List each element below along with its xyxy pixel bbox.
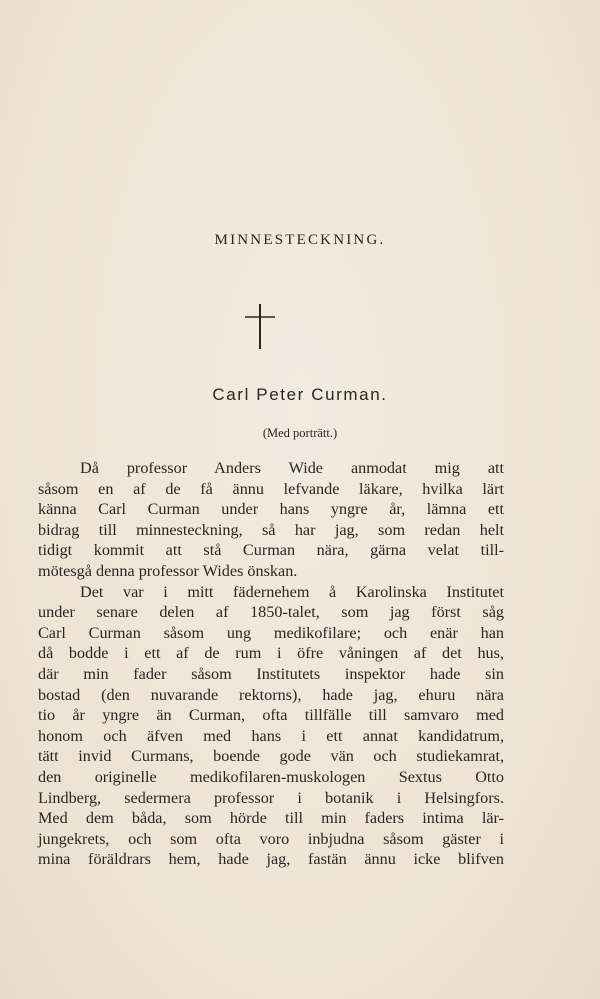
text-line: Det var i mitt fädernehem å Karolinska Institutet [80,582,504,601]
text-line: tätt invid Curmans, boende gode vän och studiekamrat, [38,747,504,766]
page-heading: MINNESTECKNING. [214,232,386,248]
text-line: Carl Curman såsom ung medikofilare; och enär han [38,623,504,642]
body-text [38,458,504,870]
text-line: såsom en af de få ännu lefvande läkare, hvilka lärt [38,479,504,498]
text-line: under senare delen af 1850-talet, som jag först såg [38,603,504,622]
text-line: tio år yngre än Curman, ofta tillfälle till samvaro med [38,706,504,725]
text-line: bostad (den nuvarande rektorns), hade jag, ehuru nära [38,685,504,704]
text-line: bidrag till minnesteckning, så har jag, som redan helt [38,520,504,539]
text-line: honom och äfven med hans i ett annat kandidatrum, [38,726,504,745]
text-line: mina föräldrars hem, hade jag, fastän ännu icke blifven [38,850,504,869]
text-line: då bodde i ett af de rum i öfre våningen af det hus, [38,644,504,663]
text-line: Då professor Anders Wide anmodat mig att [80,459,504,477]
text-line: den originelle medikofilaren-muskologen Sextus Otto [38,767,504,786]
text-line: Lindberg, sedermera professor i botanik i Helsingfors. [38,788,504,807]
subject-name: Carl Peter Curman. [212,385,388,404]
text-line: tidigt kommit att stå Curman nära, gärna velat till- [38,541,504,560]
text-line: känna Carl Curman under hans yngre år, lämna ett [38,500,504,519]
text-line: jungekrets, och som ofta voro inbjudna såsom gäster i [38,829,504,848]
portrait-note: (Med porträtt.) [262,426,338,440]
text-line: Med dem båda, som hörde till min faders intima lär- [38,809,504,828]
text-line: där min fader såsom Institutets inspektor hade sin [38,664,504,683]
latin-cross-icon [243,302,277,350]
text-line: mötesgå denna professor Wides önskan. [38,561,298,580]
